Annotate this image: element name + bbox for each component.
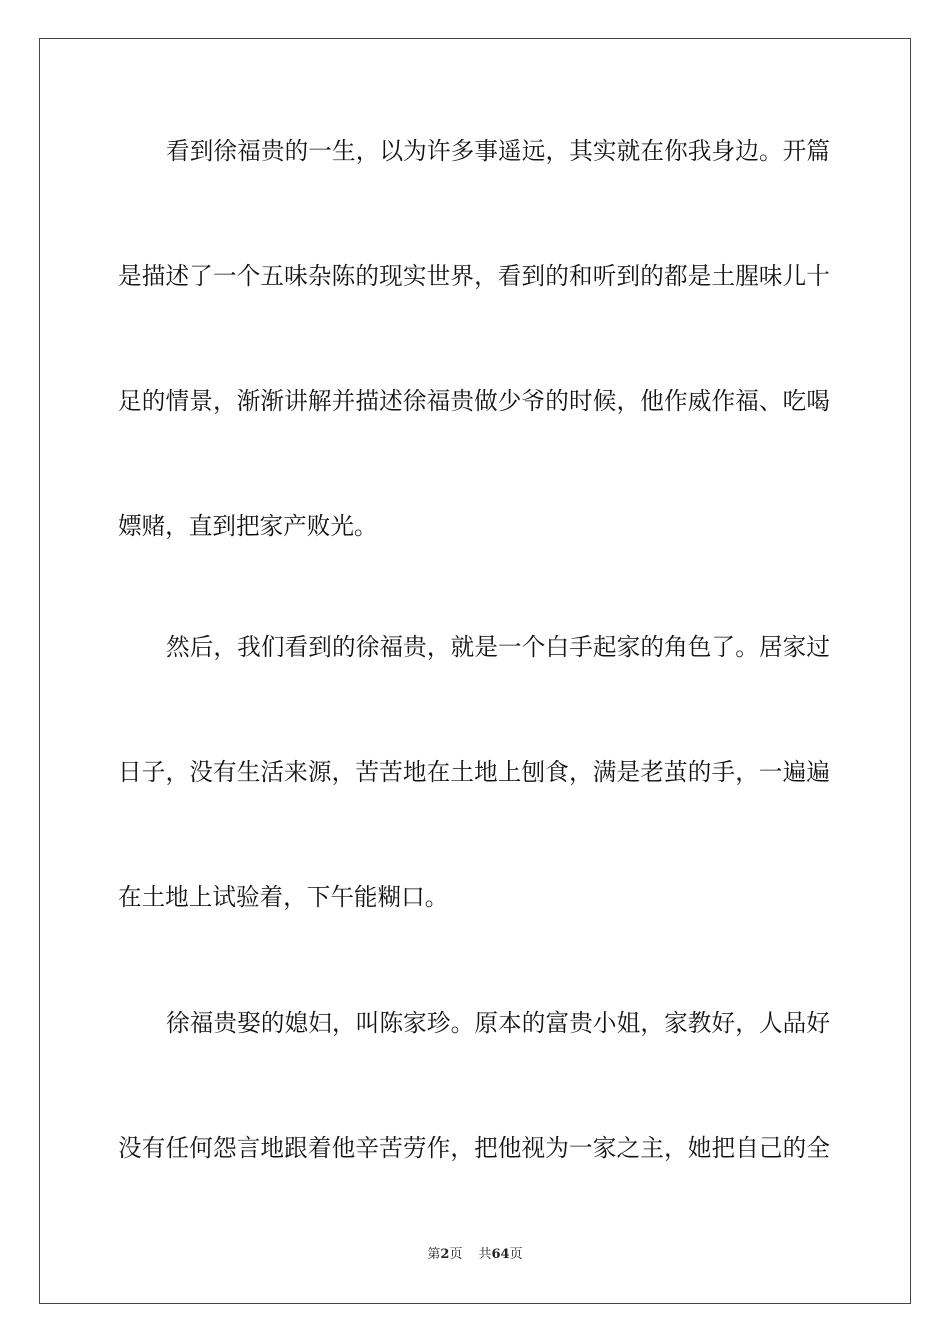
page-number: 2 [440, 1247, 450, 1262]
paragraph-1-line-2: 是描述了一个五味杂陈的现实世界，看到的和听到的都是土腥味儿十 [118, 262, 830, 290]
total-prefix: 共 [478, 1247, 492, 1262]
paragraph-1-line-4: 嫖赌，直到把家产败光。 [118, 512, 378, 540]
paragraph-2-line-3: 在土地上试验着，下午能糊口。 [118, 883, 449, 911]
paragraph-3-line-2: 没有任何怨言地跟着他辛苦劳作，把他视为一家之主，她把自己的全 [118, 1134, 830, 1162]
paragraph-1-line-3: 足的情景，渐渐讲解并描述徐福贵做少爷的时候，他作威作福、吃喝 [118, 387, 830, 415]
paragraph-1-line-1: 看到徐福贵的一生，以为许多事遥远，其实就在你我身边。开篇 [166, 137, 830, 165]
page-footer [0, 1246, 950, 1264]
page-prefix: 第 [427, 1247, 441, 1262]
page-suffix: 页 [449, 1247, 463, 1262]
paragraph-2-line-1: 然后，我们看到的徐福贵，就是一个白手起家的角色了。居家过 [166, 633, 830, 661]
paragraph-2-line-2: 日子，没有生活来源，苦苦地在土地上刨食，满是老茧的手，一遍遍 [118, 758, 830, 786]
paragraph-3-line-1: 徐福贵娶的媳妇，叫陈家珍。原本的富贵小姐，家教好，人品好 [166, 1009, 830, 1037]
page-border [39, 38, 911, 1304]
total-suffix: 页 [509, 1247, 523, 1262]
total-pages: 64 [491, 1247, 510, 1262]
